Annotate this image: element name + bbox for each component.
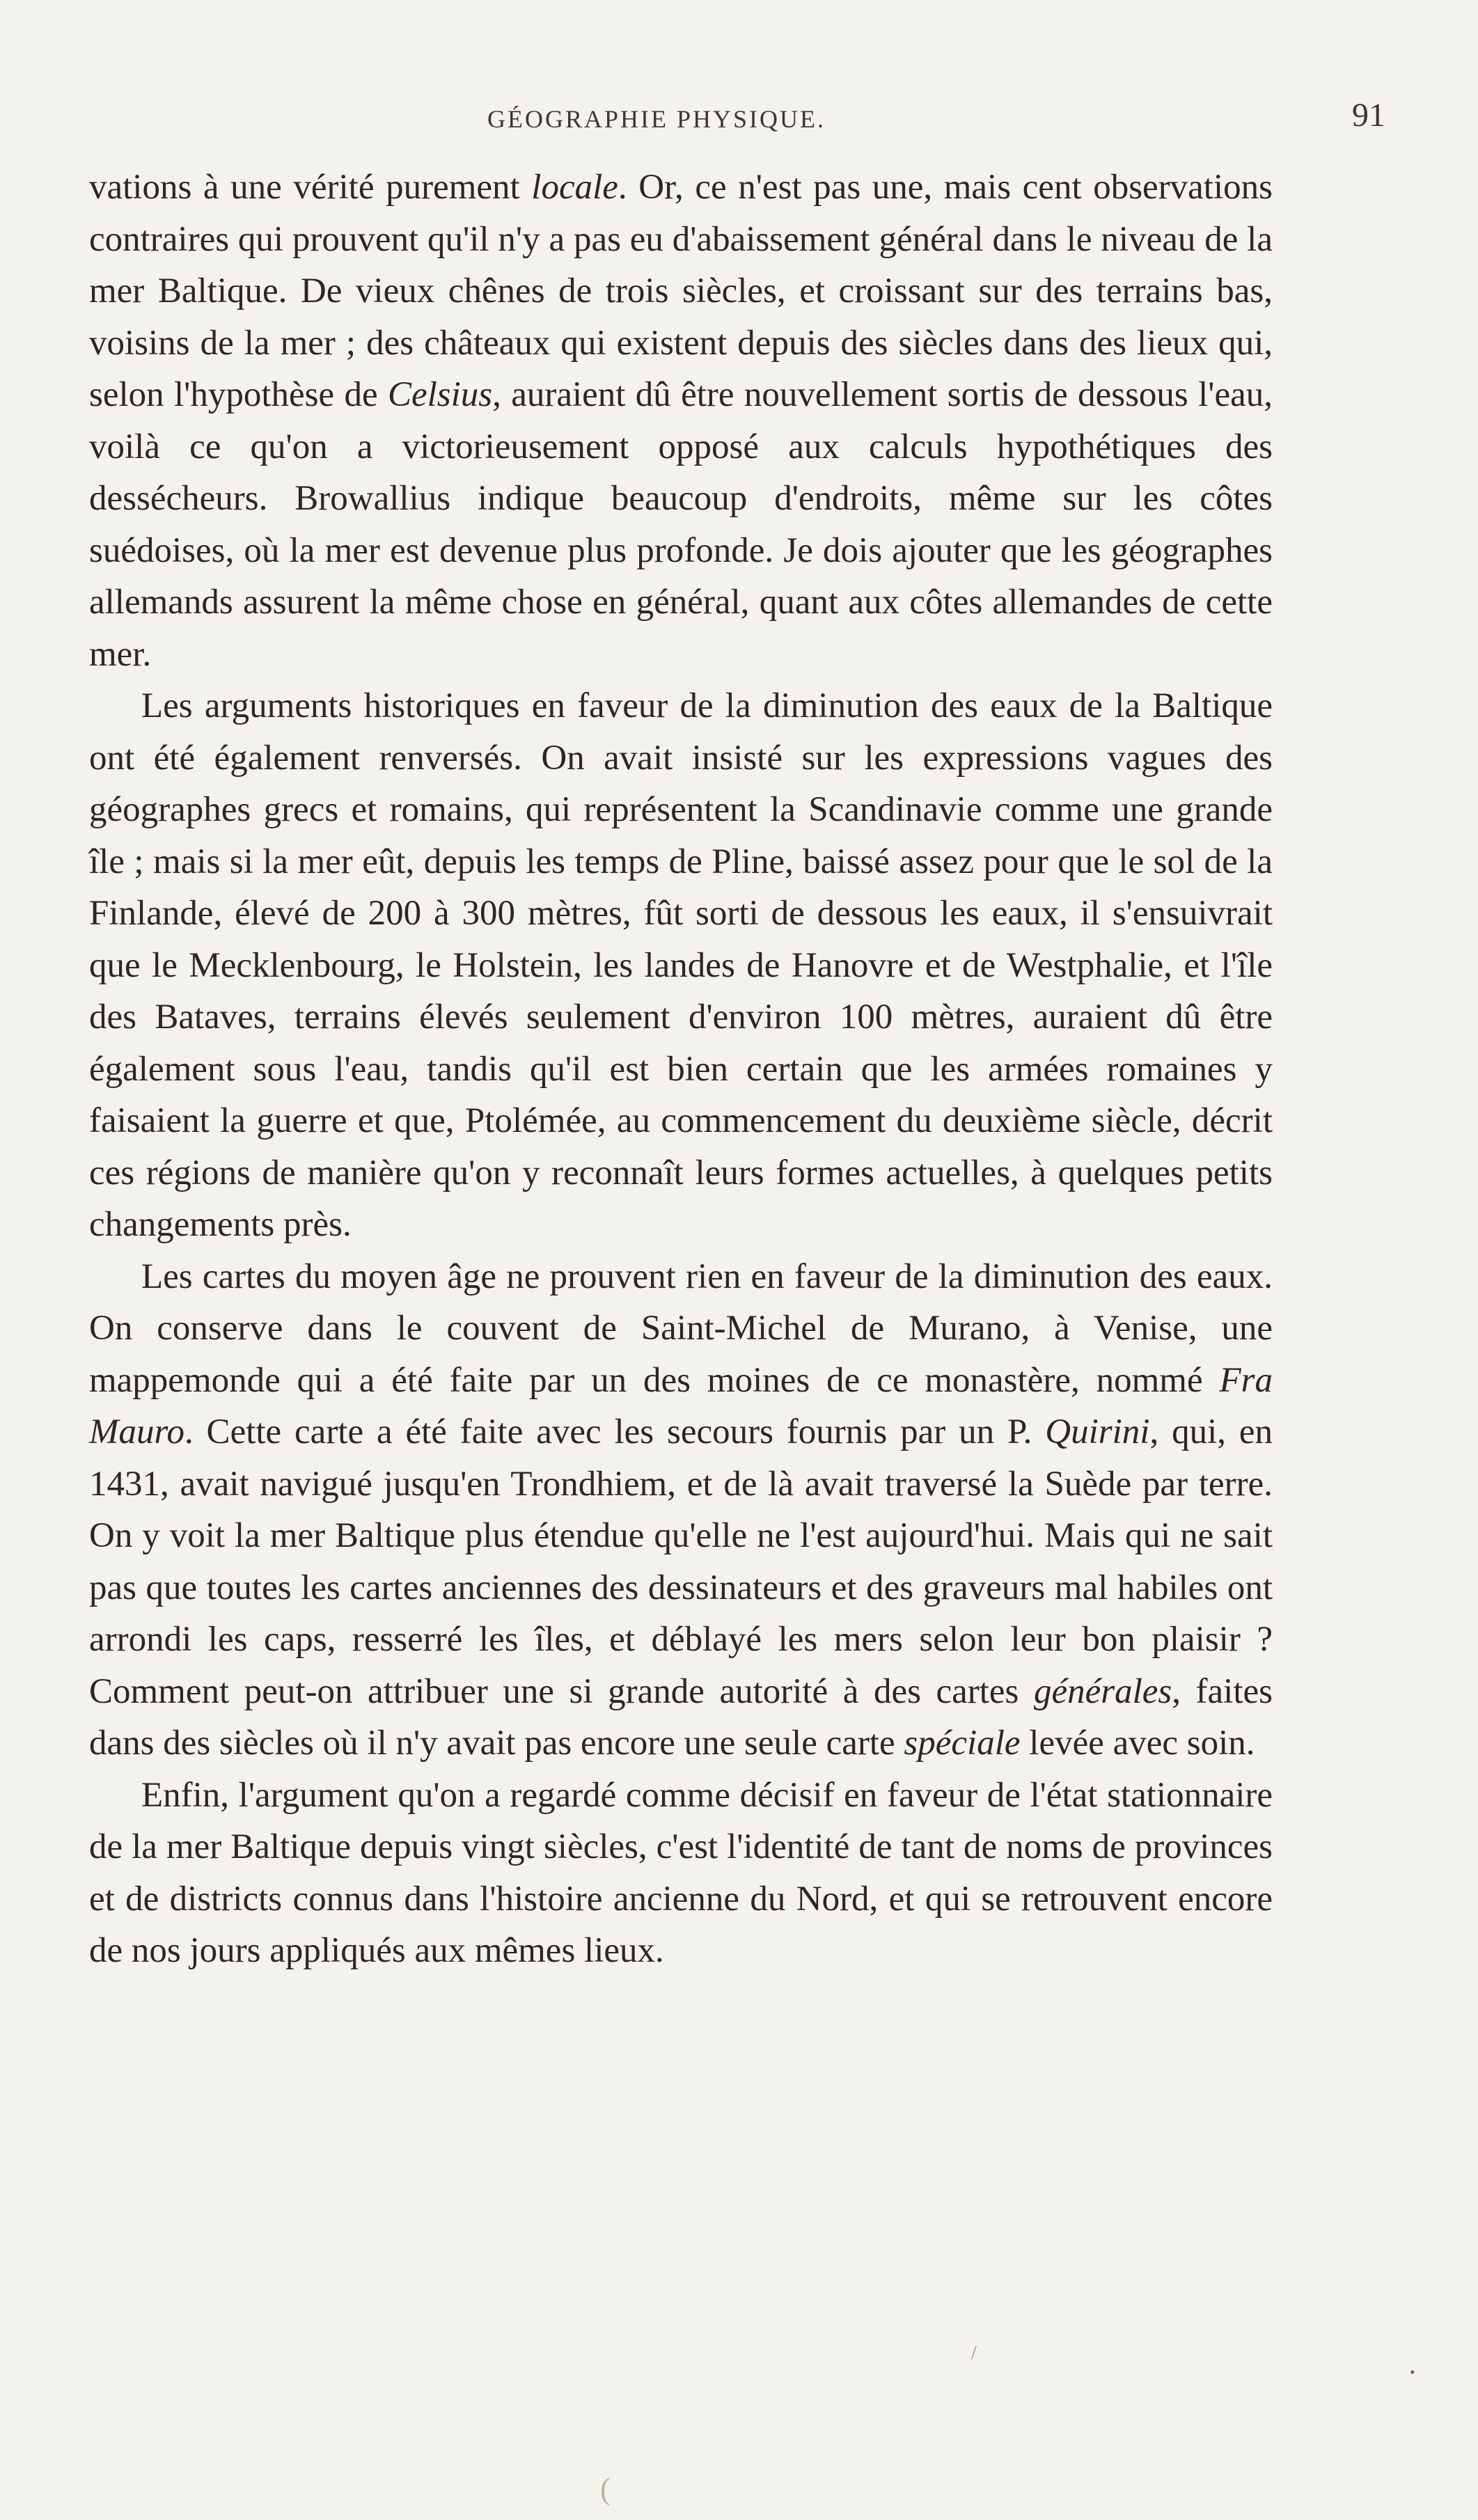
paragraph-1 xyxy=(89,162,1273,680)
text-segment: Les arguments historiques en faveur de la diminution des eaux de la Baltique ont été également renversés. On avait insisté sur les expressions vagues des géographes grecs et romains, qui représentent la Scandinavie comme une grande île ; mais si la mer eût, depuis les temps de Pline, baissé assez pour que le sol de la Finlande, élevé de 200 à 300 mètres, fût sorti de dessous les eaux, il s'ensuivrait que le Mecklenbourg, le Holstein, les landes de Hanovre et de Westphalie, et l'île des Bataves, terrains élevés seulement d'environ 100 mètres, auraient dû être également sous l'eau, tandis qu'il est bien certain que les armées romaines y faisaient la guerre et que, Ptolémée, au commencement du deuxième siècle, décrit ces régions de manière qu'on y reconnaît leurs formes actuelles, à quelques petits changements près. xyxy=(89,686,1273,1244)
italic-term: spéciale xyxy=(904,1724,1021,1763)
text-segment: . Cette carte a été faite avec les secours fournis par un P. xyxy=(184,1412,1046,1451)
print-speck: / xyxy=(971,2342,977,2364)
italic-name: Celsius xyxy=(387,375,493,414)
text-segment: . Or, ce n'est pas une, mais cent observations contraires qui prouvent qu'il n'y a pas eu d'abaissement général dans le niveau de la mer Baltique. De vieux chênes de trois siècles, et croissant sur des terrains bas, voisins de la mer ; des châteaux qui existent depuis des siècles dans des lieux qui, selon l'hypothèse de xyxy=(89,168,1273,414)
text-segment: , qui, en 1431, avait navigué jusqu'en Trondhiem, et de là avait traversé la Suède par terre. On y voit la mer Baltique plus étendue qu'elle ne l'est aujourd'hui. Mais qui ne sait pas que toutes les cartes anciennes des dessinateurs et des graveurs mal habiles ont arrondi les caps, resserré les îles, et déblayé les mers selon leur bon plaisir ? Comment peut-on attribuer une si grande autorité à des cartes xyxy=(89,1412,1273,1711)
text-segment: levée avec soin. xyxy=(1020,1724,1255,1763)
print-speck: • xyxy=(1410,2363,1415,2381)
italic-name: Quirini xyxy=(1045,1412,1150,1451)
paragraph-3 xyxy=(89,1251,1273,1770)
italic-name: Fra Mauro xyxy=(89,1360,1273,1451)
text-segment: Enfin, l'argument qu'on a regardé comme décisif en faveur de l'état stationnaire de la mer Baltique depuis vingt siècles, c'est l'identité de tant de noms de provinces et de districts connus dans l'histoire ancienne du Nord, et qui se retrouvent encore de nos jours appliqués aux mêmes lieux. xyxy=(89,1775,1273,1970)
body-text xyxy=(89,162,1273,1977)
italic-term: locale xyxy=(531,168,618,207)
paragraph-4 xyxy=(89,1770,1273,1977)
italic-term: générales xyxy=(1033,1671,1172,1711)
page-header xyxy=(487,97,1385,146)
paragraph-2 xyxy=(89,680,1273,1251)
text-segment: , auraient dû être nouvellement sortis de dessous l'eau, voilà ce qu'on a victorieusement opposé aux calculs hypothétiques des dessécheurs. Browallius indique beaucoup d'endroits, même sur les côtes suédoises, où la mer est devenue plus profonde. Je dois ajouter que les géographes allemands assurent la même chose en général, quant aux côtes allemandes de cette mer. xyxy=(89,375,1273,674)
text-segment: Les cartes du moyen âge ne prouvent rien en faveur de la diminution des eaux. On conserve dans le couvent de Saint-Michel de Murano, à Venise, une mappemonde qui a été faite par un des moines de ce monastère, nommé xyxy=(89,1257,1273,1400)
text-segment: , faites dans des siècles où il n'y avait pas encore une seule carte xyxy=(89,1671,1273,1763)
page-number: 91 xyxy=(1352,97,1385,134)
text-segment: vations à une vérité purement xyxy=(89,168,532,207)
running-title: GÉOGRAPHIE PHYSIQUE. xyxy=(487,105,826,133)
print-speck: ( xyxy=(600,2472,611,2506)
